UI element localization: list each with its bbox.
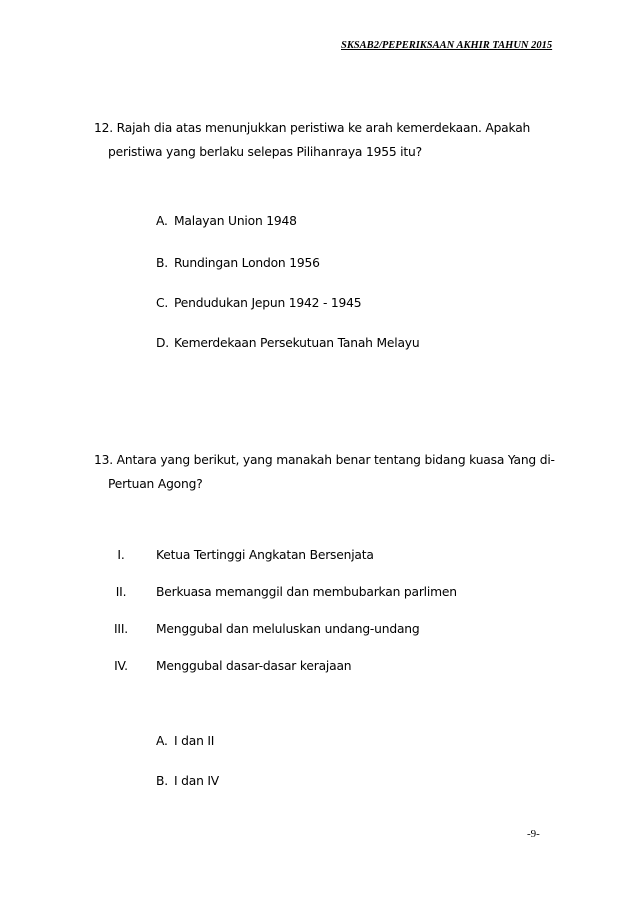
page-header: SKSAB2/PEPERIKSAAN AKHIR TAHUN 2015 [341, 40, 553, 51]
statement-numeral: IV. [114, 659, 128, 673]
question-13 [94, 448, 564, 496]
option-text: Pendudukan Jepun 1942 - 1945 [174, 296, 362, 310]
option-text: Kemerdekaan Persekutuan Tanah Melayu [174, 336, 420, 350]
option-letter: B. [156, 256, 168, 270]
option-letter: B. [156, 774, 168, 788]
q13-option-b [156, 774, 219, 788]
q12-option-a [156, 214, 297, 228]
q13-statement-4 [100, 659, 351, 673]
statement-numeral: I. [117, 548, 125, 562]
option-text: I dan II [174, 734, 215, 748]
q13-statement-3 [100, 622, 420, 636]
statement-text: Menggubal dan meluluskan undang-undang [156, 622, 420, 636]
q13-option-a [156, 734, 214, 748]
question-12-line-1: 12. Rajah dia atas menunjukkan peristiwa ke arah kemerdekaan. Apakah [94, 121, 531, 135]
option-text: I dan IV [174, 774, 220, 788]
page-number: -9- [527, 828, 540, 840]
option-letter: D. [156, 336, 169, 350]
question-12 [94, 116, 564, 164]
statement-numeral: III. [114, 622, 128, 636]
question-13-line-1: 13. Antara yang berikut, yang manakah benar tentang bidang kuasa Yang di- [94, 453, 555, 467]
option-letter: A. [156, 734, 168, 748]
q12-option-b [156, 256, 320, 270]
question-12-line-2: peristiwa yang berlaku selepas Pilihanraya 1955 itu? [108, 145, 422, 159]
statement-text: Menggubal dasar-dasar kerajaan [156, 659, 352, 673]
option-letter: A. [156, 214, 168, 228]
statement-numeral: II. [115, 585, 127, 599]
q12-option-c [156, 296, 361, 310]
q13-statement-2 [100, 585, 457, 599]
option-text: Malayan Union 1948 [174, 214, 297, 228]
question-13-line-2: Pertuan Agong? [108, 477, 203, 491]
statement-text: Ketua Tertinggi Angkatan Bersenjata [156, 548, 374, 562]
statement-text: Berkuasa memanggil dan membubarkan parlimen [156, 585, 457, 599]
q12-option-d [156, 336, 419, 350]
option-text: Rundingan London 1956 [174, 256, 320, 270]
q13-statement-1 [100, 548, 374, 562]
option-letter: C. [156, 296, 169, 310]
